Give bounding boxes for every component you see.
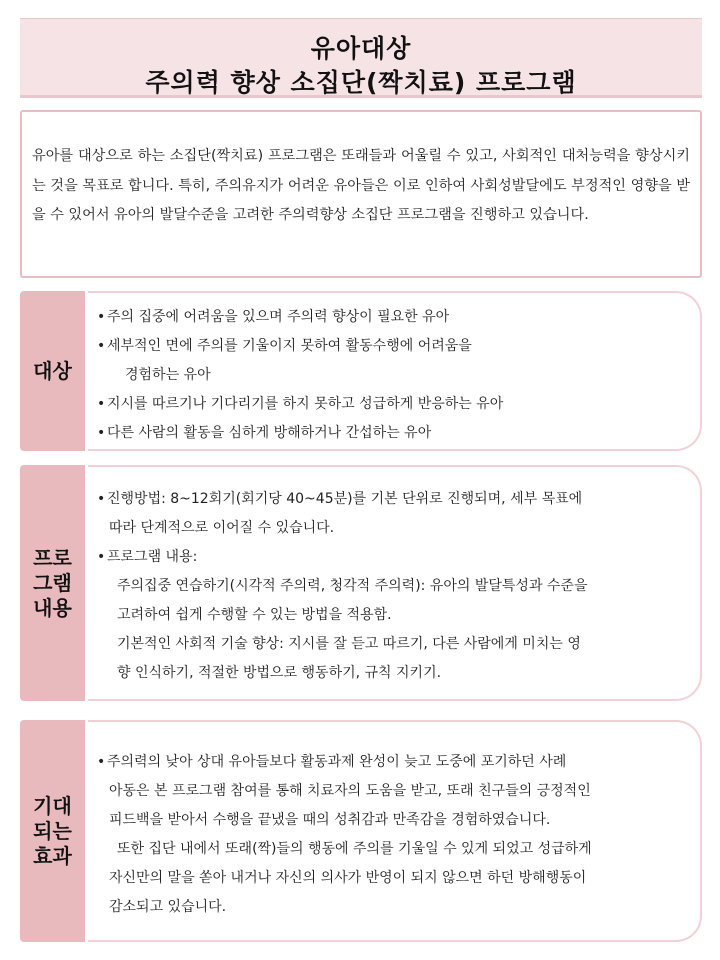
page-title-line1: 유아대상 <box>310 34 412 63</box>
bullet-icon: • <box>97 309 106 325</box>
list-item: • 다른 사람의 활동을 심하게 방해하거나 간섭하는 유아 <box>97 419 682 448</box>
intro-box <box>20 110 702 278</box>
list-item: • 프로그램 내용: <box>97 543 682 572</box>
sub-item: 기본적인 사회적 기술 향상: 지시를 잘 듣고 따르기, 다른 사람에게 미치는 영 <box>117 636 581 652</box>
bullet-icon: • <box>97 549 106 565</box>
bullet-icon: • <box>97 396 106 412</box>
section-effect-label: 기대 되는 효과 <box>20 720 85 942</box>
paragraph-line: 또한 집단 내에서 또래(짝)들의 행동에 주의를 기울일 수 있게 되었고 성급하게 <box>117 841 592 857</box>
sub-item-continuation: 고려하여 쉽게 수행할 수 있는 방법을 적용함. <box>117 607 392 623</box>
section-content-label: 프로 그램 내용 <box>20 465 85 701</box>
list-item: • 진행방법: 8~12회기(회기당 40~45분)를 기본 단위로 진행되며, 세부 목표에 <box>97 485 682 514</box>
paragraph-line: 감소되고 있습니다. <box>109 899 227 915</box>
title-banner <box>20 18 702 98</box>
bullet-icon: • <box>97 754 106 770</box>
list-item-continuation: 따라 단계적으로 이어질 수 있습니다. <box>109 520 335 536</box>
section-effect-body <box>88 720 702 942</box>
paragraph-line: 피드백을 받아서 수행을 끝냈을 때의 성취감과 만족감을 경험하였습니다. <box>109 812 551 828</box>
bullet-icon: • <box>97 425 106 441</box>
list-item: • 지시를 따르기나 기다리기를 하지 못하고 성급하게 반응하는 유아 <box>97 390 682 419</box>
section-target-body <box>88 291 702 451</box>
intro-text: 유아를 대상으로 하는 소집단(짝치료) 프로그램은 또래들과 어울릴 수 있고, 사회적인 대처능력을 향상시키는 것을 목표로 합니다. 특히, 주의유지가 어려운 유아들은 이로 인하여 사회성발달에도 부정적인 영향을 받을 수 있어서 유아의 발달수준을 고려한 주의력향상 소집단 프로그램을 진행하고 있습니다. <box>32 148 690 223</box>
list-item-continuation: 경험하는 유아 <box>125 367 211 383</box>
section-content <box>20 465 702 701</box>
bullet-icon: • <box>97 338 106 354</box>
sub-item: 주의집중 연습하기(시각적 주의력, 청각적 주의력): 유아의 발달특성과 수준을 <box>117 578 588 594</box>
paragraph-line: 자신만의 말을 쏟아 내거나 자신의 의사가 반영이 되지 않으면 하던 방해행동이 <box>109 870 587 886</box>
section-content-body <box>88 465 702 701</box>
section-target <box>20 291 702 451</box>
sub-item-continuation: 향 인식하기, 적절한 방법으로 행동하기, 규칙 지키기. <box>117 665 442 681</box>
list-item: • 주의 집중에 어려움을 있으며 주의력 향상이 필요한 유아 <box>97 303 682 332</box>
list-item: • 주의력의 낮아 상대 유아들보다 활동과제 완성이 늦고 도중에 포기하던 사례 <box>97 748 682 777</box>
paragraph-line: 아동은 본 프로그램 참여를 통해 치료자의 도움을 받고, 또래 친구들의 긍정적인 <box>109 783 591 799</box>
bullet-icon: • <box>97 491 106 507</box>
section-target-label: 대상 <box>20 291 85 451</box>
section-effect <box>20 720 702 942</box>
list-item: • 세부적인 면에 주의를 기울이지 못하여 활동수행에 어려움을 <box>97 332 682 361</box>
page-title-line2: 주의력 향상 소집단(짝치료) 프로그램 <box>145 68 577 97</box>
